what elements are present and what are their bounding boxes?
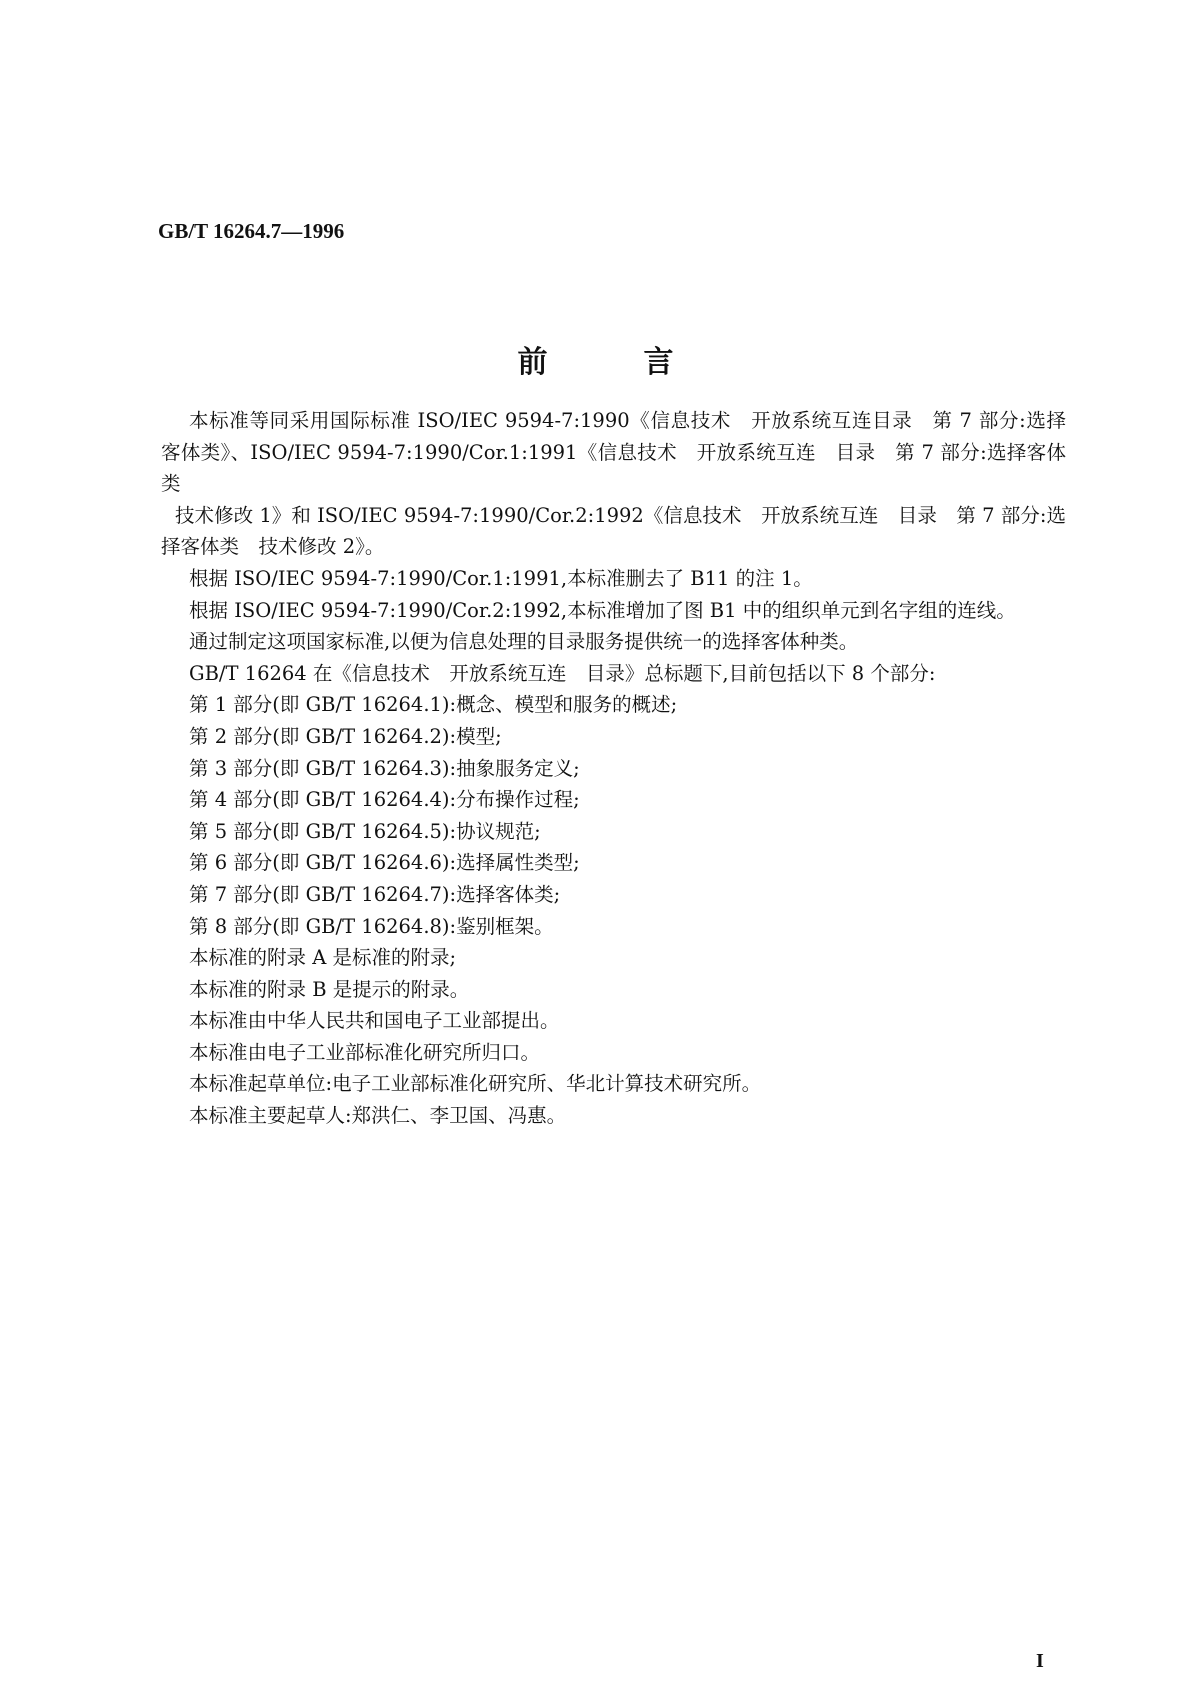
paragraph-line: 本标准由中华人民共和国电子工业部提出。 — [189, 1009, 560, 1033]
list-item: 第 6 部分(即 GB/T 16264.6):选择属性类型; — [189, 851, 580, 875]
paragraph-line: 本标准等同采用国际标准 ISO/IEC 9594-7:1990《信息技术 开放系统互连目录 第 7 部分:选择 — [189, 409, 1066, 432]
page-title: 前言 — [517, 345, 770, 380]
paragraph-line: 客体类》、ISO/IEC 9594-7:1990/Cor.1:1991《信息技术 开放系统互连 目录 第 7 部分:选择客体类 — [161, 440, 1066, 496]
list-item: 第 3 部分(即 GB/T 16264.3):抽象服务定义; — [189, 756, 580, 780]
page-number: I — [1036, 1650, 1044, 1672]
list-item: 第 7 部分(即 GB/T 16264.7):选择客体类; — [189, 882, 561, 906]
list-item: 第 2 部分(即 GB/T 16264.2):模型; — [189, 724, 502, 748]
paragraph-line: GB/T 16264 在《信息技术 开放系统互连 目录》总标题下,目前包括以下 8 个部分: — [189, 661, 936, 685]
paragraph-line: 根据 ISO/IEC 9594-7:1990/Cor.1:1991,本标准删去了 B11 的注 1。 — [189, 566, 813, 590]
paragraph-line: 本标准由电子工业部标准化研究所归口。 — [189, 1040, 541, 1064]
list-item: 第 1 部分(即 GB/T 16264.1):概念、模型和服务的概述; — [189, 693, 678, 717]
paragraph-line: 根据 ISO/IEC 9594-7:1990/Cor.2:1992,本标准增加了图 B1 中的组织单元到名字组的连线。 — [189, 598, 1016, 622]
paragraph-line: 通过制定这项国家标准,以便为信息处理的目录服务提供统一的选择客体种类。 — [189, 630, 859, 654]
paragraph-line: 技术修改 1》和 ISO/IEC 9594-7:1990/Cor.2:1992《信息技术 开放系统互连 目录 第 7 部分:选 — [175, 503, 1066, 527]
foreword-body — [161, 405, 1066, 1132]
paragraph-line: 本标准的附录 A 是标准的附录; — [189, 946, 457, 970]
paragraph-line: 本标准主要起草人:郑洪仁、李卫国、冯惠。 — [189, 1104, 567, 1128]
list-item: 第 8 部分(即 GB/T 16264.8):鉴别框架。 — [189, 914, 554, 938]
paragraph-line: 本标准的附录 B 是提示的附录。 — [189, 977, 470, 1001]
paragraph-line: 本标准起草单位:电子工业部标准化研究所、华北计算技术研究所。 — [189, 1072, 762, 1096]
paragraph-line: 择客体类 技术修改 2》。 — [161, 535, 385, 559]
list-item: 第 5 部分(即 GB/T 16264.5):协议规范; — [189, 819, 541, 843]
standard-number-header: GB/T 16264.7—1996 — [158, 219, 345, 243]
list-item: 第 4 部分(即 GB/T 16264.4):分布操作过程; — [189, 788, 580, 812]
